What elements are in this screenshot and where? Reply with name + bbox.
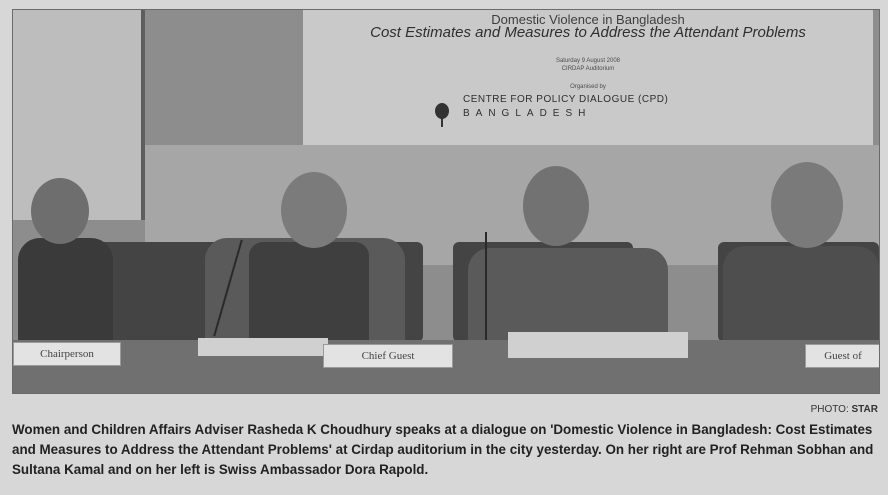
nameplate-chief-guest: Chief Guest — [323, 344, 453, 368]
photo-credit-label: PHOTO: — [810, 404, 852, 415]
nameplate-guest: Guest of — [805, 344, 880, 368]
photo-credit — [811, 404, 878, 415]
papers-right — [508, 332, 688, 358]
banner-date: Saturday 9 August 2008 — [555, 58, 621, 64]
banner-country: BANGLADESH — [463, 108, 592, 119]
microphone-2 — [485, 232, 487, 342]
event-banner — [303, 10, 873, 145]
banner-organization: CENTRE FOR POLICY DIALOGUE (CPD) — [463, 94, 669, 105]
photo-credit-source: STAR — [851, 404, 878, 415]
banner-subtitle: Cost Estimates and Measures to Address the Attendant Problems — [370, 24, 806, 41]
papers-left — [198, 338, 328, 356]
photo-caption: Women and Children Affairs Adviser Rasheda K Choudhury speaks at a dialogue on 'Domestic Violence in Bangladesh: Cost Estimates and Measures to Address the Attendant Problems' at Cirdap auditorium in the city yesterday. On her right are Prof Rehman Sobhan and Sultana Kamal and on her left is Swiss Ambassador Dora Rapold. — [12, 422, 874, 477]
banner-title: Domestic Violence in Bangladesh — [491, 12, 685, 27]
cpd-logo-icon — [433, 102, 451, 128]
banner-venue: CIRDAP Auditorium — [561, 66, 615, 72]
news-photo — [12, 9, 880, 394]
banner-organised-by: Organised by — [570, 84, 606, 90]
nameplate-chairperson: Chairperson — [13, 342, 121, 366]
